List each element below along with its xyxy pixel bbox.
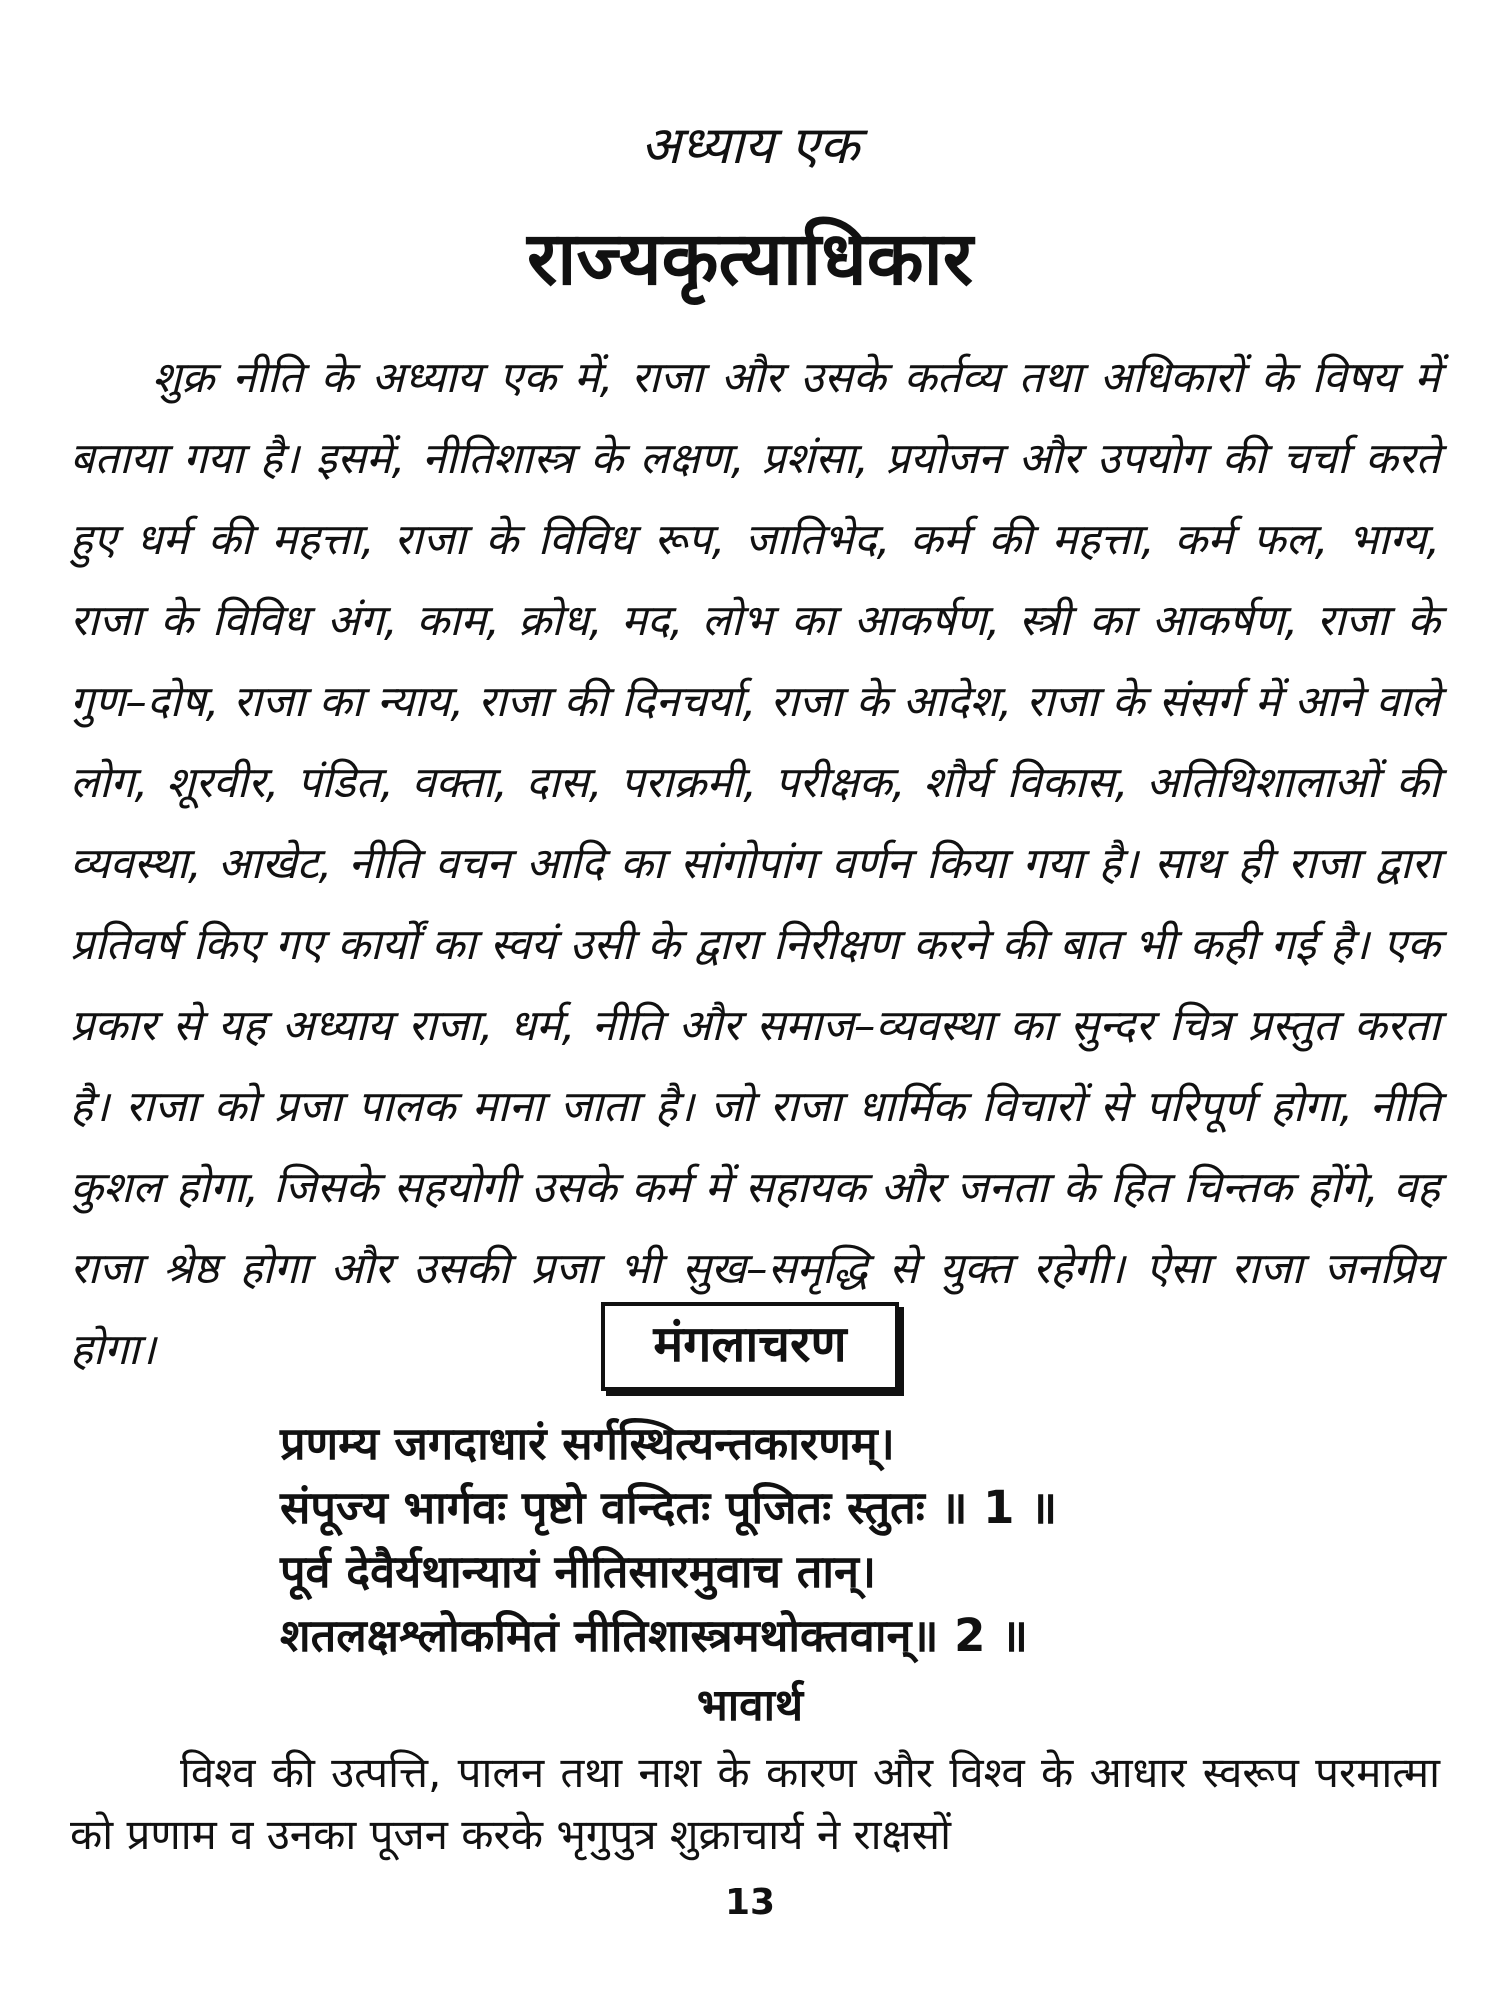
verse-line: पूर्व देवैर्यथान्यायं नीतिसारमुवाच तान्। bbox=[280, 1545, 877, 1598]
chapter-label: अध्याय एक bbox=[640, 116, 860, 176]
section-heading-wrapper bbox=[0, 1302, 1500, 1391]
verse-line: शतलक्षश्लोकमितं नीतिशास्त्रमथोक्तवान्॥ 2 ॥ bbox=[280, 1609, 1029, 1662]
intro-paragraph: शुक्र नीति के अध्याय एक में, राजा और उसके कर्तव्य तथा अधिकारों के विषय में बताया गया है। इसमें, नीतिशास्त्र के लक्षण, प्रशंसा, प्रयोजन और उपयोग की चर्चा करते हुए धर्म की महत्ता, राजा के विविध रूप, जातिभेद, कर्म की महत्ता, कर्म फल, भाग्य, राजा के विविध अंग, काम, क्रोध, मद, लोभ का आकर्षण, स्त्री का आकर्षण, राजा के गुण–दोष, राजा का न्याय, राजा की दिनचर्या, राजा के आदेश, राजा के संसर्ग में आने वाले लोग, शूरवीर, पंडित, वक्ता, दास, पराक्रमी, परीक्षक, शौर्य विकास, अतिथिशालाओं की व्यवस्था, आखेट, नीति वचन आदि का सांगोपांग वर्णन किया गया है। साथ ही राजा द्वारा प्रतिवर्ष किए गए कार्यों का स्वयं उसी के द्वारा निरीक्षण करने की बात भी कही गई है। एक प्रकार से यह अध्याय राजा, धर्म, नीति और समाज–व्यवस्था का सुन्दर चित्र प्रस्तुत करता है। राजा को प्रजा पालक माना जाता है। जो राजा धार्मिक विचारों से परिपूर्ण होगा, नीति कुशल होगा, जिसके सहयोगी उसके कर्म में सहायक और जनता के हित चिन्तक होंगे, वह राजा श्रेष्ठ होगा और उसकी प्रजा भी सुख–समृद्धि से युक्त रहेगी। ऐसा राजा जनप्रिय होगा। bbox=[70, 353, 1440, 1375]
meaning-heading: भावार्थ bbox=[696, 1680, 804, 1731]
boxed-section-heading: मंगलाचरण bbox=[601, 1302, 898, 1391]
chapter-title: राज्यकृत्याधिकार bbox=[527, 216, 973, 302]
verse-block bbox=[280, 1412, 1280, 1668]
verse-line: संपूज्य भार्गवः पृष्टो वन्दितः पूजितः स्तुतः ॥ 1 ॥ bbox=[280, 1481, 1058, 1534]
verse-line: प्रणम्य जगदाधारं सर्गस्थित्यन्तकारणम्। bbox=[280, 1417, 895, 1470]
page-number: 13 bbox=[724, 1882, 776, 1923]
meaning-paragraph: विश्व की उत्पत्ति, पालन तथा नाश के कारण और विश्व के आधार स्वरूप परमात्मा को प्रणाम व उनका पूजन करके भृगुपुत्र शुक्राचार्य ने राक्षसों bbox=[70, 1748, 1440, 1859]
